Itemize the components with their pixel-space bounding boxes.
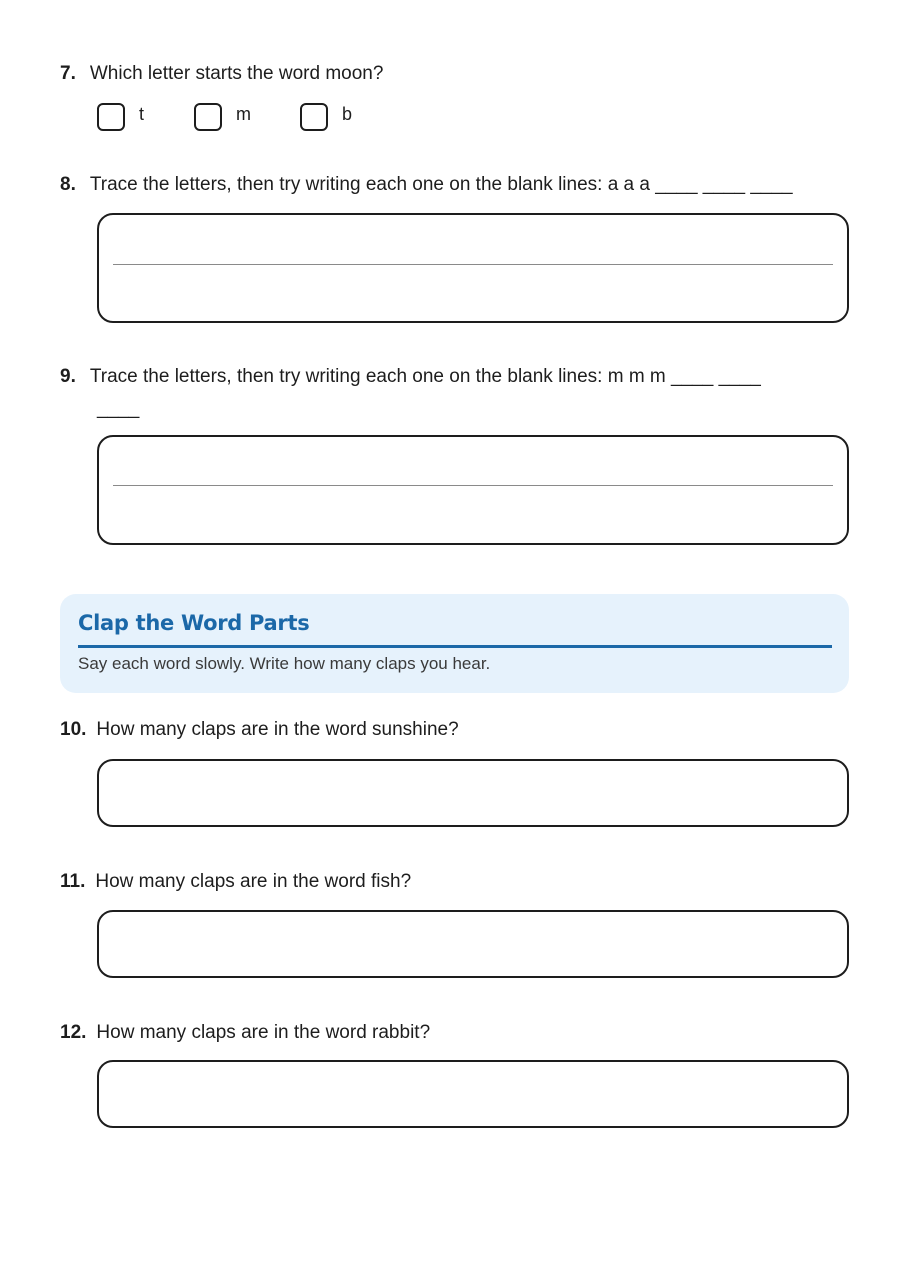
question-11 [60, 870, 411, 894]
checkbox[interactable] [194, 103, 222, 131]
question-7 [60, 62, 383, 86]
question-text: How many claps are in the word fish? [95, 871, 412, 892]
question-number: 7. [60, 63, 76, 84]
section-title: Clap the Word Parts [78, 611, 310, 635]
tracing-box-q9[interactable] [97, 435, 849, 545]
answer-box-q10[interactable] [97, 759, 849, 827]
guide-line [113, 485, 833, 486]
question-text: Trace the letters, then try writing each one on the blank lines: a a a ____ ____ ____ [89, 174, 793, 195]
tracing-box-q8[interactable] [97, 213, 849, 323]
checkbox[interactable] [97, 103, 125, 131]
question-12 [60, 1021, 430, 1045]
question-9 [60, 365, 761, 389]
answer-box-q12[interactable] [97, 1060, 849, 1128]
question-text: How many claps are in the word rabbit? [96, 1022, 431, 1043]
checkbox[interactable] [300, 103, 328, 131]
question-text: Trace the letters, then try writing each one on the blank lines: m m m ____ ____ [89, 366, 761, 387]
question-number: 11. [60, 871, 86, 892]
answer-box-q11[interactable] [97, 910, 849, 978]
question-text-wrap: ____ [97, 398, 140, 419]
question-number: 12. [60, 1022, 87, 1043]
question-text: Which letter starts the word moon? [89, 63, 384, 84]
choice-label: m [236, 104, 251, 124]
guide-line [113, 264, 833, 265]
question-8 [60, 173, 793, 197]
section-divider [78, 645, 832, 648]
choice-label: b [342, 104, 353, 124]
question-number: 8. [60, 174, 76, 195]
question-number: 10. [60, 719, 87, 740]
section-subtitle: Say each word slowly. Write how many claps you hear. [78, 654, 491, 673]
question-text: How many claps are in the word sunshine? [96, 719, 459, 740]
section-clap-word-parts [60, 594, 849, 693]
choice-label: t [139, 104, 145, 124]
question-10 [60, 718, 459, 742]
question-number: 9. [60, 366, 76, 387]
